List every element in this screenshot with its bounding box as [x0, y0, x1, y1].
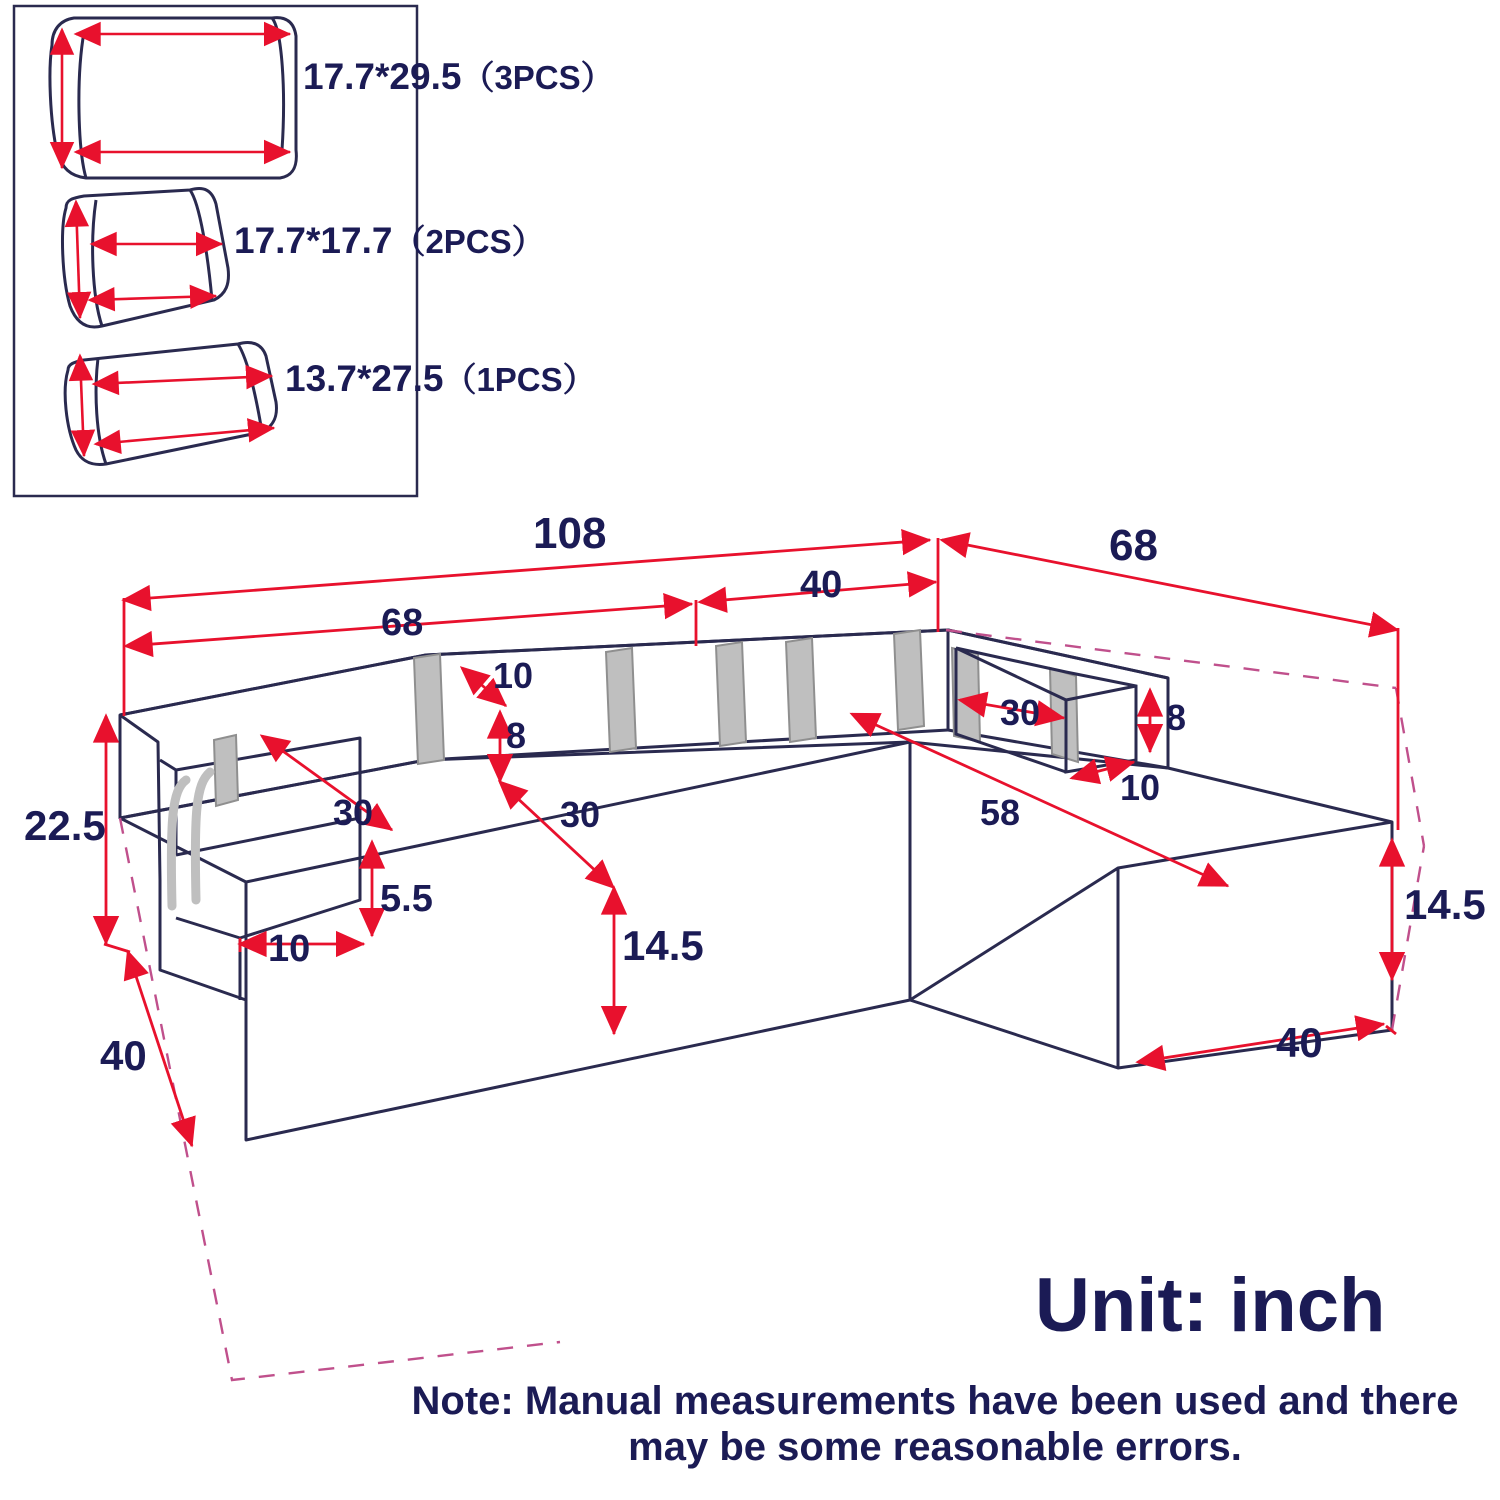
pillow-legend-3-size: 13.7*27.5 [285, 358, 444, 399]
dim-chaise-length: 58 [980, 792, 1021, 833]
pillow-legend-1-qty: （3PCS） [461, 59, 614, 96]
dim-arm-width: 10 [268, 928, 311, 970]
dim-depth-left: 40 [100, 1032, 147, 1079]
dim-back-cushion-thickness: 8 [506, 715, 527, 756]
dim-top-total: 108 [533, 509, 607, 558]
dim-top-right: 68 [1109, 521, 1158, 570]
pillow-legend-1-size: 17.7*29.5 [303, 56, 462, 97]
pillow-legend-2-size: 17.7*17.7 [234, 220, 393, 261]
pillow-icon-1 [50, 18, 296, 178]
sofa-outline [120, 630, 1392, 1140]
pillow-icon-2 [63, 189, 229, 327]
pillow-legend-3-qty: （1PCS） [443, 361, 596, 398]
dim-arm-height: 5.5 [380, 878, 433, 920]
dim-right-cushion-thickness: 8 [1166, 697, 1187, 738]
pillow-legend-2-qty: （2PCS） [392, 223, 545, 260]
pillow-dim-3 [80, 356, 274, 456]
dim-seat-height: 14.5 [622, 922, 704, 969]
dim-back-height-right: 30 [1000, 692, 1041, 733]
dim-overall-height: 22.5 [24, 802, 106, 849]
dim-seat-height-right: 14.5 [1404, 881, 1486, 928]
dim-top-inner-mid: 40 [800, 564, 843, 606]
dim-right-cushion-width: 10 [1120, 767, 1161, 808]
dim-top-inner-left: 68 [381, 602, 424, 644]
dim-back-height-left: 30 [333, 792, 374, 833]
dim-back-height-mid: 30 [560, 794, 601, 835]
measurement-note: Note: Manual measurements have been used and there may be some reasonable errors. [411, 1379, 1459, 1469]
pillow-icon-3 [65, 343, 276, 465]
unit-label: Unit: inch [1035, 1263, 1386, 1348]
dim-back-cushion-width: 10 [493, 655, 534, 696]
pillow-legend-1 [303, 58, 614, 95]
pillow-legend-3 [285, 360, 596, 397]
dim-depth-right: 40 [1276, 1019, 1323, 1066]
pillow-dim-1 [62, 30, 290, 168]
pillow-legend-2 [234, 222, 545, 259]
